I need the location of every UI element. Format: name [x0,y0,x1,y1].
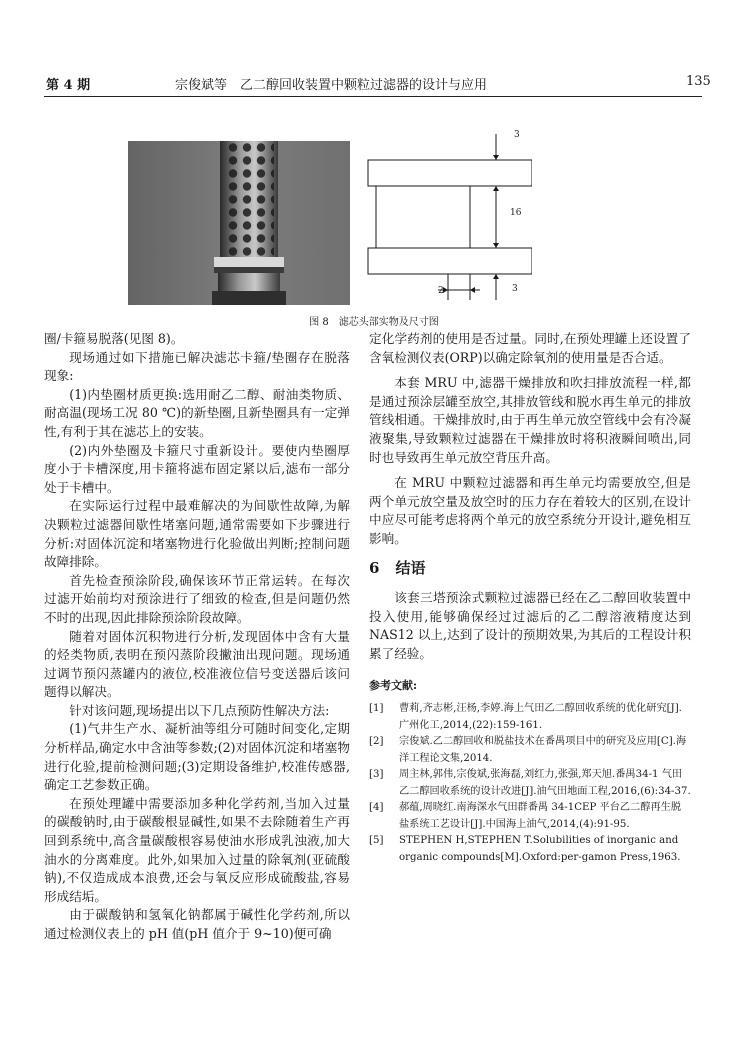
figure-caption: 图 8 滤芯头部实物及尺寸图 [309,317,439,328]
issue-label: 第 4 期 [46,78,91,93]
right-paragraph: 本套 MRU 中,滤器干燥排放和吹扫排放流程一样,都是通过预涂层罐至放空,其排放管线和脱水再生单元的排放管线相通。干燥排放时,由于再生单元放空管线中会有冷凝液聚集,导致颗粒过滤器在干燥排放时将积液瞬间喷出,同时也导致再生单元放空背压升高。 [369,375,691,465]
reference-item: [2] 宗俊斌.乙二醇回收和脱盐技术在番禺项目中的研究及应用[C].海洋工程论文集,2014. [369,736,687,764]
dim-label-top: 3 [514,130,520,140]
dim-label-bottom-height: 3 [512,284,518,294]
filter-head-photo [128,141,350,305]
left-paragraph: (1)气井生产水、凝析油等组分可随时间变化,定期分析样品,确定水中含油等参数;(2)对固体沉淀和堵塞物进行化验,提前检测问题;(3)定期设备维护,校准传感器,确定工艺参数正确。 [44,721,350,793]
dim-label-middle: 16 [510,208,522,218]
right-paragraph: 定化学药剂的使用是否过量。同时,在预处理罐上还设置了含氧检测仪表(ORP)以确定除氧剂的使用量是否合适。 [369,331,691,365]
reference-item: [5] STEPHEN H,STEPHEN T.Solubilities of inorganic and organic compounds[M].Oxford:per-gamon Press,1963. [369,835,681,863]
left-column [44,330,350,944]
left-paragraph: 现场通过如下措施已解决滤芯卡箍/垫圈存在脱落现象: [44,349,350,384]
section-heading [369,559,691,578]
left-paragraph: 在实际运行过程中最难解决的为间歇性故障,为解决颗粒过滤器间歇性堵塞问题,通常需要如下步骤进行分析:对固体沉淀和堵塞物进行化验做出判断;控制问题故障排除。 [44,498,350,570]
references-heading: 参考文献: [369,678,418,692]
section-number: 6 [369,558,380,577]
reference-item: [4] 郝蕴,周晓红.南海深水气田群番禺 34-1CEP 平台乙二醇再生脱盐系统工艺设计[J].中国海上油气,2014,(4):91-95. [369,802,682,830]
header-rule [44,96,702,97]
left-paragraph: 针对该问题,现场提出以下几点预防性解决方法: [69,702,330,718]
section-title: 结语 [395,558,426,577]
left-paragraph: 由于碳酸钠和氢氧化钠都属于碱性化学药剂,所以通过检测仪表上的 pH 值(pH 值介于 9~10)便可确 [44,907,350,941]
reference-item: [3] 周主林,郭伟,宗俊斌,张海磊,刘红力,张强,郑天旭.番禺34-1 气田乙二醇回收系统的设计改进[J].油气田地面工程,2016,(6):34-37. [369,769,691,797]
left-paragraph: (2)内外垫圈及卡箍尺寸重新设计。要使内垫圈厚度小于卡槽深度,用卡箍将滤布固定紧以后,滤布一部分处于卡槽中。 [44,442,350,495]
left-paragraph: 首先检查预涂阶段,确保该环节正常运转。在每次过滤开始前均对预涂进行了细致的检查,但是问题仍然不时的出现,因此排除预涂阶段故障。 [44,572,350,625]
right-paragraph: 在 MRU 中颗粒过滤器和再生单元均需要放空,但是两个单元放空量及放空时的压力存在着较大的区别,在设计中应尽可能考虑将两个单元的放空系统分开设计,避免相互影响。 [369,475,691,546]
reference-item: [1] 曹莉,齐志彬,汪杨,李婷.海上气田乙二醇回收系统的优化研究[J].广州化工,2014,(22):159-161. [369,703,682,731]
left-paragraph: 随着对固体沉积物进行分析,发现固体中含有大量的烃类物质,表明在预闪蒸阶段撇油出现问题。现场通过调节预闪蒸罐内的液位,校准液位信号变送器后该问题得以解决。 [44,628,350,700]
dim-label-bottom-width: 2 [438,286,444,296]
conclusion-paragraph: 该套三塔预涂式颗粒过滤器已经在乙二醇回收装置中投入使用,能够确保经过过滤后的乙二醇溶液精度达到 NAS12 以上,达到了设计的预期效果,为其后的工程设计积累了经验。 [369,590,691,661]
right-column [369,330,691,866]
left-paragraph: 在预处理罐中需要添加多种化学药剂,当加入过量的碳酸钠时,由于碳酸根显碱性,如果不去除随着生产再回到系统中,高含量碳酸根容易使油水形成乳浊液,加大油水的分离难度。此外,如果加入过量的除氧剂(亚硫酸钠),不仅造成成本浪费,还会与氧反应形成硫酸盐,容易形成结垢。 [44,795,350,904]
header-title: 宗俊斌等 乙二醇回收装置中颗粒过滤器的设计与应用 [175,78,488,93]
left-paragraph: 圈/卡箍易脱落(见图 8)。 [44,331,184,346]
filter-head-dimension-drawing [360,130,532,306]
page-number: 135 [686,74,711,89]
left-paragraph: (1)内垫圈材质更换:选用耐乙二醇、耐油类物质、耐高温(现场工况 80 ℃)的新垫圈,且新垫圈具有一定弹性,有利于其在滤芯上的安装。 [44,386,350,439]
